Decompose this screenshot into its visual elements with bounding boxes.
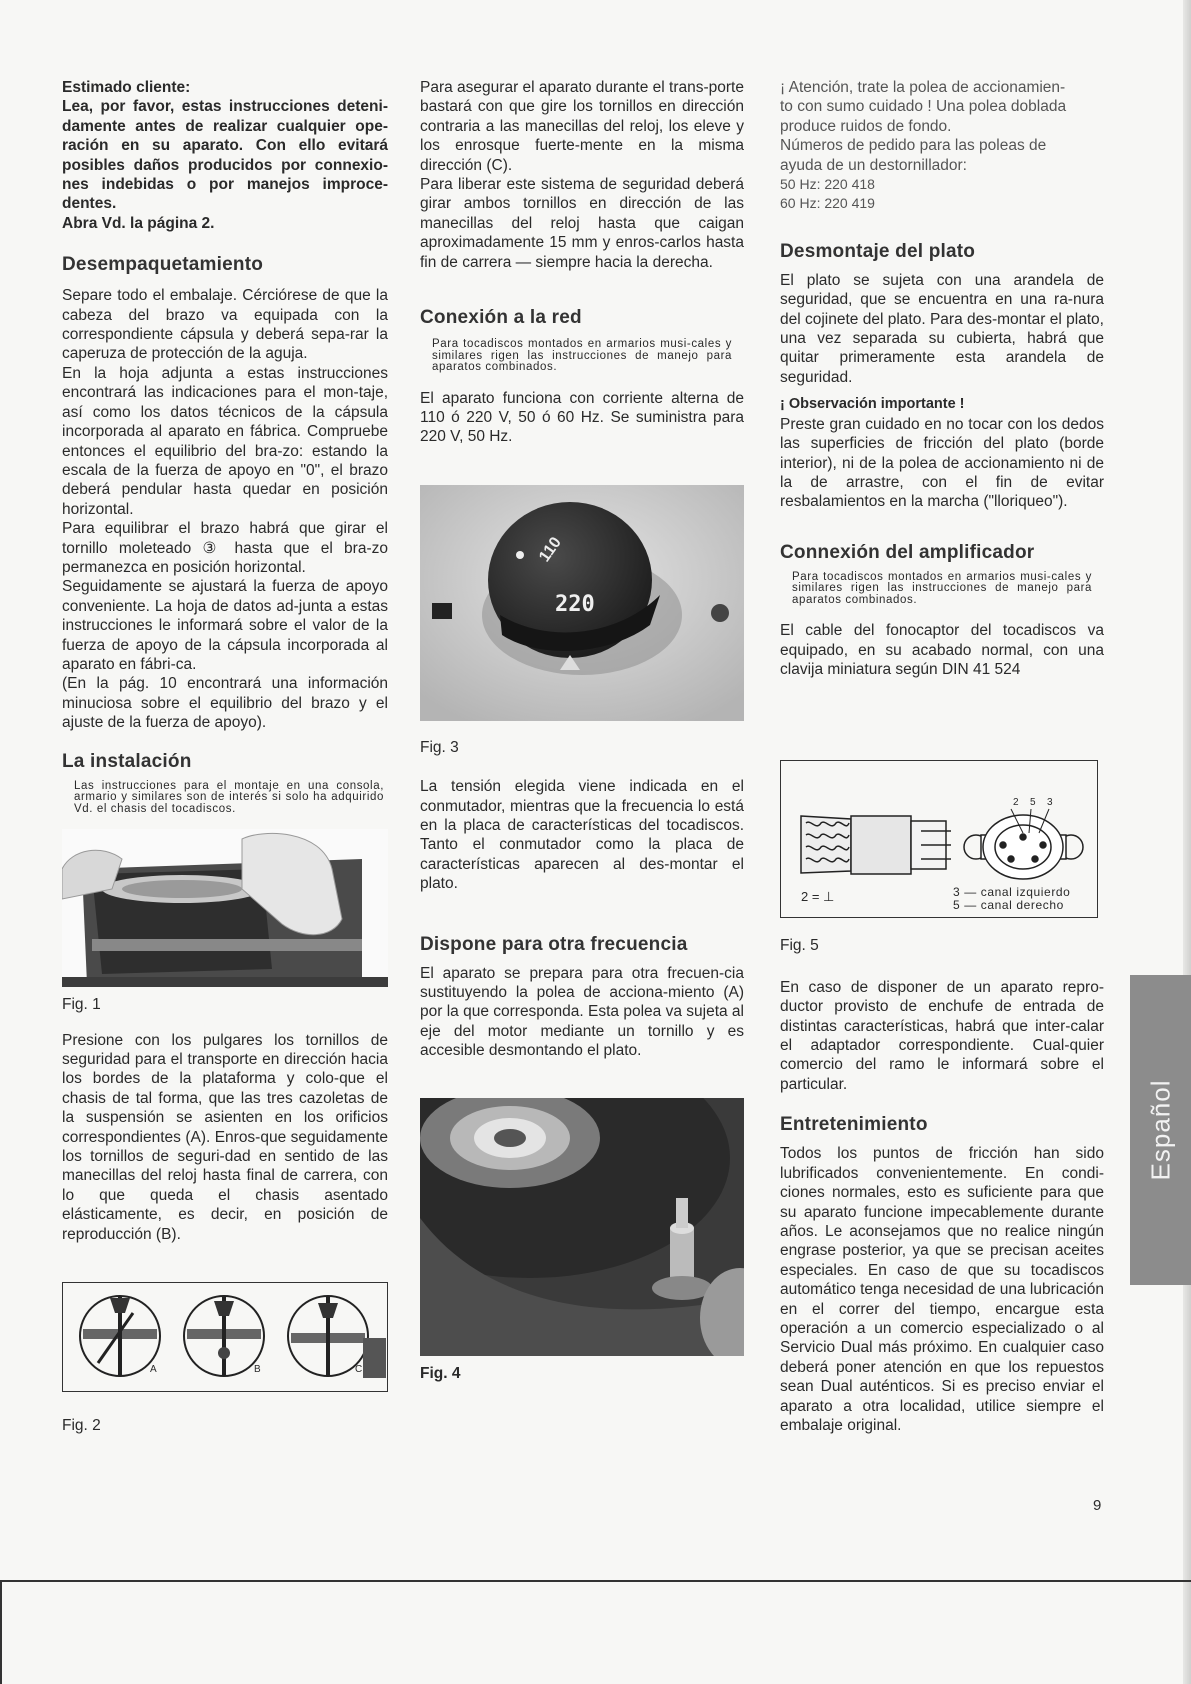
order-number-50hz: 50 Hz: 220 418 <box>780 176 875 193</box>
fig3-dial-top-label: 110 <box>536 534 565 565</box>
fig3-dial-label: 220 <box>555 591 595 617</box>
desemp-paragraph-2: En la hoja adjunta a estas instrucciones encontrará las indicaciones para el mon-taje, así como los datos técnicos de la cápsula incorporada al aparato en fábrica. Compruebe entonces el equilibrio del bra-zo: estando la escala de la fuerza de apoyo en "0", el brazo deberá pendular hasta quedar en posición horizontal. <box>62 364 388 518</box>
fig2-diagram <box>62 1282 388 1392</box>
fig3-paragraph: La tensión elegida viene indicada en el conmutador, mientras que la frecuencia lo está en la placa de características del tocadiscos. Tanto el conmutador como la placa de características aparecen al des-montar el plato. <box>420 778 744 893</box>
fig5-pin-5: 5 <box>1030 797 1036 809</box>
fig5-right-channel: 5 — canal derecho <box>953 898 1064 913</box>
amplificador-paragraph: El cable del fonocaptor del tocadiscos va equipado, en su acabado normal, con una clavija miniatura según DIN 41 524 <box>780 622 1104 679</box>
fig2-caption: Fig. 2 <box>62 1416 101 1434</box>
attention-line: to con sumo cuidado ! Una polea doblada <box>780 98 1067 116</box>
intro-page-ref: Abra Vd. la página 2. <box>62 214 215 232</box>
col2-paragraph-2: Para liberar este sistema de seguridad deberá girar ambos tornillos en dirección de las manecillas del reloj hasta que caigan aproximadamente 15 mm y enros-carlos hasta fin de carrera — siempre hacia la derecha. <box>420 176 744 271</box>
fig5-caption: Fig. 5 <box>780 937 819 955</box>
fig5-left-channel: 3 — canal izquierdo <box>953 885 1071 900</box>
heading-desmontaje-plato: Desmontaje del plato <box>780 240 976 262</box>
heading-conexion-red: Conexión a la red <box>420 307 582 329</box>
column-2 <box>420 78 744 1383</box>
desemp-paragraph-4: Seguidamente se ajustará la fuerza de apoyo conveniente. La hoja de datos ad-junta a estas instrucciones le informará sobre el valor de la fuerza de apoyo de la cápsula incorporada al aparato en fábri-ca. <box>62 578 388 673</box>
instalacion-note: Las instrucciones para el montaje en una consola, armario y similares son de interés si solo ha adquirido Vd. el chasis del tocadiscos. <box>74 779 384 815</box>
attention-line: ayuda de un destornillador: <box>780 156 967 174</box>
entretenimiento-paragraph: Todos los puntos de fricción han sido lubrificados convenientemente. En condi-ciones normales, esto es suficiente para que su aparato funcione impecablemente durante años. Le aconsejamos que no realice ningún engrase posterior, ya que se precisan aceites especiales. En caso de que su tocadiscos automático tenga necesidad de una lubricación en el correr del tiempo, encargue esta operación a un comercio especializado o al Servicio Dual más próximo. En cualquier caso deberá poner atención en que los repuestos sean Dual auténticos. Si es preciso enviar el aparato a otra localidad, utilice siempre el embalaje original. <box>780 1145 1105 1434</box>
language-tab <box>1130 975 1191 1285</box>
attention-line: Números de pedido para las poleas de <box>780 137 1047 155</box>
drive-pulley-photo <box>420 1098 744 1356</box>
amplificador-note: Para tocadiscos montados en armarios musi-cales y similares rigen las instrucciones de manejo para aparatos combinados. <box>792 570 1092 606</box>
bottom-rule <box>0 1580 1191 1582</box>
column-1 <box>62 78 388 1435</box>
adaptador-paragraph: En caso de disponer de un aparato repro-ductor provisto de enchufe de entrada de distintas características, habrá que inter-calar el adaptador correspondiente. Cual-quier comercio del ramo le informará sobre el particular. <box>780 978 1104 1093</box>
fig4-photo <box>420 1098 744 1356</box>
fig3-photo <box>420 485 744 721</box>
screw-positions-diagram <box>63 1283 386 1390</box>
fig5-pin-2: 2 <box>1013 797 1019 809</box>
intro-greeting: Estimado cliente: <box>62 79 191 96</box>
fig2-label-b: B <box>254 1363 261 1375</box>
heading-desempaquetamiento: Desempaquetamiento <box>62 254 264 276</box>
desmontaje-paragraph: El plato se sujeta con una arandela de seguridad, que se encuentra en una ra-nura del cojinete del plato. Para des-montar el plato, una vez separada su cubierta, habrá que quitar primeramente esta arandela de seguridad. <box>780 271 1104 386</box>
column-3 <box>780 78 1104 1435</box>
red-note: Para tocadiscos montados en armarios musi-cales y similares rigen las instrucciones de manejo para aparatos combinados. <box>432 338 732 374</box>
fig2-label-c: C <box>355 1363 363 1375</box>
fig5-ground-label: 2 = ⊥ <box>801 889 835 905</box>
turntable-install-photo <box>62 829 388 987</box>
fig4-caption: Fig. 4 <box>420 1364 461 1382</box>
heading-otra-frecuencia: Dispone para otra frecuencia <box>420 933 688 955</box>
red-paragraph: El aparato funciona con corriente alterna de 110 ó 220 V, 50 ó 60 Hz. Se suministra para 220 V, 50 Hz. <box>420 389 744 446</box>
intro-text: Lea, por favor, estas instrucciones deteni-damente antes de realizar cualquier ope-ración en su aparato. Con ello evitará posibles daños producidos por connexio-nes indebidas o por manejos improce-dentes. <box>62 98 388 213</box>
attention-line: produce ruidos de fondo. <box>780 117 952 135</box>
fig5-diagram <box>780 760 1098 918</box>
fig1-photo <box>62 829 388 987</box>
attention-block <box>780 78 1104 214</box>
page-number: 9 <box>1093 1497 1102 1514</box>
heading-instalacion: La instalación <box>62 750 192 772</box>
frecuencia-paragraph: El aparato se prepara para otra frecuen-cia sustituyendo la polea de acciona-miento (A) por la que corresponda. Esta polea va sujeta al eje del motor mediante un tornillo y es accesible desmontando el plato. <box>420 964 744 1060</box>
fig5-pin-3: 3 <box>1047 797 1053 809</box>
desemp-paragraph-3: Para equilibrar el brazo habrá que girar el tornillo moleteado ③ hasta que el bra-zo permanezca en posición horizontal. <box>62 520 388 576</box>
observacion-paragraph: Preste gran cuidado en no tocar con los dedos las superficies de fricción del plato (borde interior), ni de la polea de accionamiento ni de la de arrastre, con el fin de evitar resbalamientos en la marcha ("lloriqueo"). <box>780 415 1104 511</box>
language-tab-label: Español <box>1145 1079 1175 1181</box>
instalacion-paragraph: Presione con los pulgares los tornillos de seguridad para el transporte en dirección hacia los bordes de la plataforma y colo-que el chasis de tal forma, que las tres cazoletas de la suspensión se asienten en los orificios correspondientes (A). Enros-que seguidamente los tornillos de seguri-dad en sentido de las manecillas del reloj hasta final de carrera, con lo que queda el chasis asentado elásticamente, es decir, en posición de reproducción (B). <box>62 1031 388 1243</box>
col2-paragraph-1: Para asegurar el aparato durante el trans-porte bastará con que gire los tornillos en dirección contraria a las manecillas del reloj, los eleve y los enrosque fuerte-mente en la misma dirección (C). <box>420 79 744 174</box>
heading-amplificador: Connexión del amplificador <box>780 541 1035 563</box>
fig3-caption: Fig. 3 <box>420 738 459 756</box>
desemp-paragraph-1: Separe todo el embalaje. Cérciórese de que la cabeza del brazo va equipada con la correspondiente cápsula y deberá sepa-rar la caperuza de protección de la aguja. <box>62 287 388 363</box>
desemp-paragraph-5: (En la pág. 10 encontrará una información minuciosa sobre el equilibrio del brazo y el ajuste de la fuerza de apoyo). <box>62 675 388 732</box>
page-edge <box>1183 0 1191 1684</box>
left-rule <box>0 1580 2 1684</box>
fig2-label-a: A <box>150 1363 157 1375</box>
observacion-title: ¡ Observación importante ! <box>780 396 965 413</box>
order-number-60hz: 60 Hz: 220 419 <box>780 195 875 212</box>
fig1-caption: Fig. 1 <box>62 996 101 1014</box>
attention-line: ¡ Atención, trate la polea de accionamien- <box>780 79 1066 96</box>
heading-entretenimiento: Entretenimiento <box>780 1114 928 1136</box>
